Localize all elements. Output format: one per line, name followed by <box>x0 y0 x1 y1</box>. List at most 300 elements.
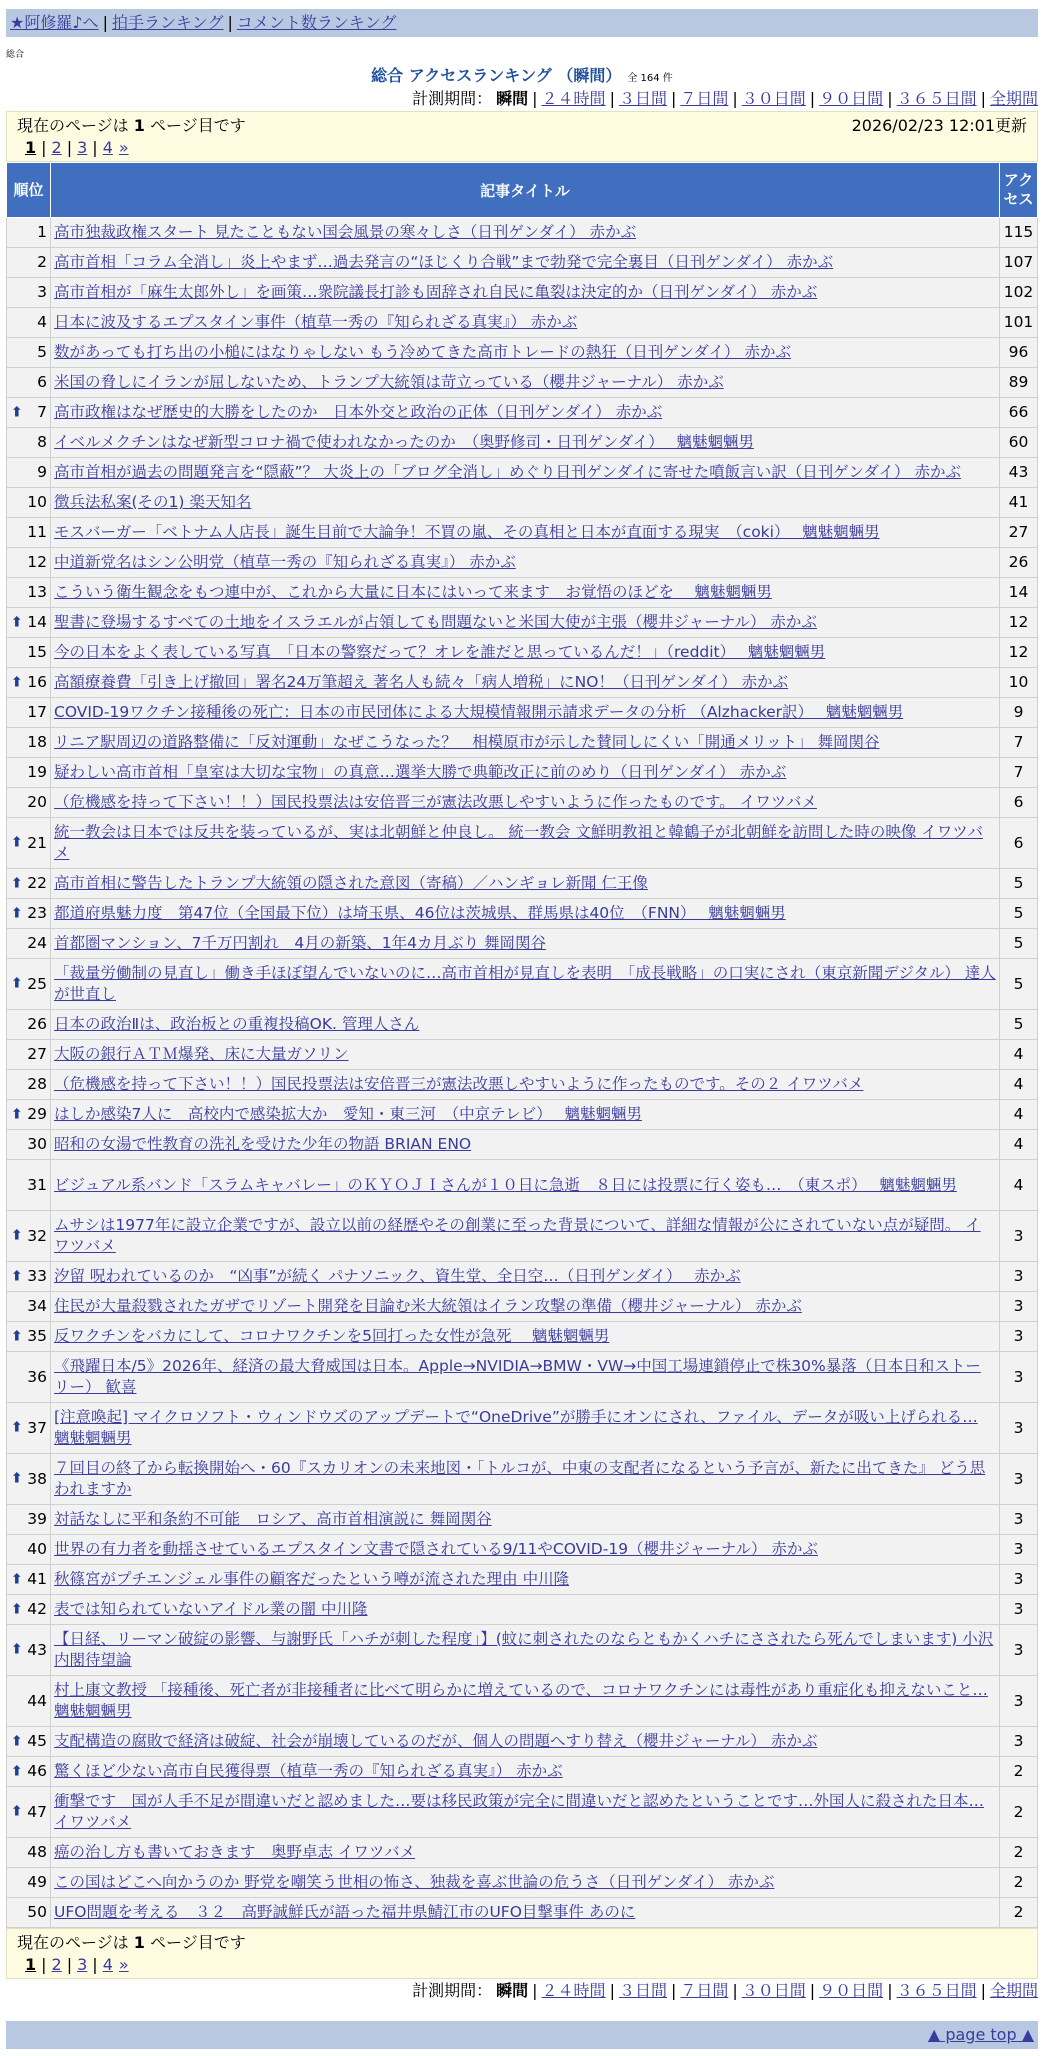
period-link[interactable]: ３日間 <box>618 1981 667 2000</box>
period-separator: | <box>809 89 816 108</box>
access-cell: 4 <box>1000 1130 1038 1160</box>
page-top-link[interactable]: ▲ page top ▲ <box>927 2025 1034 2044</box>
rank-number: 40 <box>27 1540 47 1558</box>
article-link[interactable]: 高市首相「コラム全消し」炎上やまず…過去発言の“ほじくり合戦”まで勃発で完全裏目（日刊ゲンダイ） 赤かぶ <box>54 253 834 271</box>
pager-next-link[interactable]: » <box>118 1955 129 1974</box>
title-cell <box>51 728 1000 758</box>
table-row <box>7 368 1038 398</box>
access-cell: 2 <box>1000 1838 1038 1868</box>
title-cell <box>51 1322 1000 1352</box>
article-link[interactable]: 「裁量労働制の見直し」働き手ほぼ望んでいないのに…高市首相が見直しを表明 「成長戦略」の口実にされ（東京新聞デジタル） 達人が世直し <box>54 964 996 1003</box>
pager-link[interactable]: 2 <box>51 138 62 157</box>
rank-number: 28 <box>27 1075 47 1093</box>
rank-up-arrow-icon: ⬆ <box>11 1328 23 1344</box>
access-cell: 3 <box>1000 1403 1038 1454</box>
article-link[interactable]: 住民が大量殺戮されたガザでリゾート開発を目論む米大統領はイラン攻撃の準備（櫻井ジャーナル） 赤かぶ <box>54 1297 802 1315</box>
article-link[interactable]: 高市政権はなぜ歴史的大勝をしたのか 日本外交と政治の正体（日刊ゲンダイ） 赤かぶ <box>54 403 663 421</box>
period-current: 瞬間 <box>496 1981 529 2000</box>
rank-cell <box>7 1322 51 1352</box>
access-cell: 27 <box>1000 518 1038 548</box>
table-row <box>7 638 1038 668</box>
rank-cell <box>7 1070 51 1100</box>
table-row <box>7 608 1038 638</box>
article-link[interactable]: 支配構造の腐敗で経済は破綻、社会が崩壊しているのだが、個人の問題へすり替え（櫻井ジャーナル） 赤かぶ <box>54 1732 818 1750</box>
pager-next-link[interactable]: » <box>118 138 129 157</box>
article-link[interactable]: [注意喚起] マイクロソフト・ウィンドウズのアップデートで“OneDrive”が勝手にオンにされ、ファイル、データが吸い上げられる… 魑魅魍魎男 <box>54 1408 978 1447</box>
rank-cell <box>7 458 51 488</box>
title-cell <box>51 578 1000 608</box>
article-link[interactable]: 疑わしい高市首相「皇室は大切な宝物」の真意…選挙大勝で典範改正に前のめり（日刊ゲンダイ） 赤かぶ <box>54 763 787 781</box>
title-cell <box>51 248 1000 278</box>
rank-number: 43 <box>27 1640 47 1659</box>
rank-cell <box>7 1838 51 1868</box>
access-cell: 3 <box>1000 1505 1038 1535</box>
access-cell: 3 <box>1000 1352 1038 1403</box>
rank-cell <box>7 1352 51 1403</box>
table-row <box>7 1454 1038 1505</box>
rank-cell <box>7 959 51 1010</box>
article-link[interactable]: 村上康文教授 「接種後、死亡者が非接種者に比べて明らかに増えているので、コロナワクチンには毒性があり重症化も抑えないこと… 魑魅魍魎男 <box>54 1681 988 1720</box>
title-cell <box>51 308 1000 338</box>
rank-number: 49 <box>27 1873 47 1891</box>
rank-up-arrow-icon: ⬆ <box>11 614 23 630</box>
table-row <box>7 1040 1038 1070</box>
ranking-table <box>6 162 1038 1928</box>
article-link[interactable]: ムサシは1977年に設立企業ですが、設立以前の経歴やその創業に至った背景について、詳細な情報が公にされていない点が疑問。 イワツバメ <box>54 1216 981 1255</box>
rank-cell <box>7 398 51 428</box>
article-link[interactable]: ７回目の終了から転換開始へ・60『スカリオンの未来地図・「トルコが、中東の支配者になるという予言が、新たに出てきた』 どう思われますか <box>54 1459 986 1498</box>
title-cell <box>51 548 1000 578</box>
rank-cell <box>7 1403 51 1454</box>
article-link[interactable]: 表では知られていないアイドル業の闇 中川隆 <box>54 1600 368 1618</box>
rank-number: 45 <box>27 1732 47 1750</box>
title-cell <box>51 1595 1000 1625</box>
access-cell: 26 <box>1000 548 1038 578</box>
table-row <box>7 1160 1038 1211</box>
table-row <box>7 668 1038 698</box>
table-row <box>7 959 1038 1010</box>
access-cell: 14 <box>1000 578 1038 608</box>
title-cell <box>51 1676 1000 1727</box>
rank-number: 39 <box>27 1510 47 1528</box>
access-cell: 3 <box>1000 1535 1038 1565</box>
title-cell <box>51 899 1000 929</box>
period-separator: | <box>609 89 615 108</box>
rank-number: 44 <box>27 1691 47 1710</box>
rank-number: 34 <box>27 1297 47 1315</box>
rank-cell <box>7 1262 51 1292</box>
rank-up-arrow-icon: ⬆ <box>11 834 23 851</box>
table-row <box>7 1010 1038 1040</box>
rank-cell <box>7 578 51 608</box>
table-row <box>7 818 1038 869</box>
title-cell <box>51 698 1000 728</box>
rank-number: 5 <box>37 343 47 361</box>
article-link[interactable]: 聖書に登場するすべての土地をイスラエルが占領しても問題ないと米国大使が主張（櫻井ジャーナル） 赤かぶ <box>54 613 817 631</box>
rank-number: 31 <box>27 1175 47 1194</box>
period-link[interactable]: ３６５日間 <box>896 89 977 108</box>
access-cell: 3 <box>1000 1595 1038 1625</box>
rank-number: 11 <box>27 523 47 541</box>
title-cell <box>51 1565 1000 1595</box>
table-row <box>7 788 1038 818</box>
rank-cell <box>7 818 51 869</box>
article-link[interactable]: 秋篠宮がプチエンジェル事件の顧客だったという噂が流された理由 中川隆 <box>54 1570 570 1588</box>
rank-number: 17 <box>27 703 47 721</box>
access-cell: 4 <box>1000 1040 1038 1070</box>
article-link[interactable]: はしか感染7人に 高校内で感染拡大か 愛知・東三河 （中京テレビ） 魑魅魍魎男 <box>54 1105 642 1123</box>
table-row <box>7 1403 1038 1454</box>
rank-cell <box>7 548 51 578</box>
article-link[interactable]: 大阪の銀行ＡＴＭ爆発、床に大量ガソリン <box>54 1045 349 1063</box>
rank-cell <box>7 1454 51 1505</box>
article-link[interactable]: 中道新党名はシン公明党（植草一秀の『知られざる真実』） 赤かぶ <box>54 553 516 571</box>
article-link[interactable]: 対話なしに平和条約不可能 ロシア、高市首相演説に 舞岡関谷 <box>54 1510 492 1528</box>
access-cell: 7 <box>1000 728 1038 758</box>
table-row <box>7 869 1038 899</box>
rank-cell <box>7 1292 51 1322</box>
rank-up-arrow-icon: ⬆ <box>11 404 23 420</box>
rank-cell <box>7 638 51 668</box>
rank-cell <box>7 1535 51 1565</box>
access-cell: 9 <box>1000 698 1038 728</box>
access-cell: 5 <box>1000 1010 1038 1040</box>
title-cell <box>51 458 1000 488</box>
comment-ranking-link[interactable]: コメント数ランキング <box>236 13 397 32</box>
pager-current: 1 <box>25 1955 37 1974</box>
table-row <box>7 758 1038 788</box>
rank-cell <box>7 608 51 638</box>
rank-cell <box>7 1040 51 1070</box>
table-row <box>7 1322 1038 1352</box>
title-cell <box>51 1625 1000 1676</box>
rank-number: 6 <box>37 373 47 391</box>
rank-number: 50 <box>27 1903 47 1921</box>
period-link[interactable]: ３０日間 <box>741 89 806 108</box>
rank-up-arrow-icon: ⬆ <box>11 1470 23 1487</box>
rank-cell <box>7 518 51 548</box>
access-cell: 3 <box>1000 1625 1038 1676</box>
current-page-text: 現在のページは 1 ページ目です <box>17 116 246 135</box>
table-row <box>7 428 1038 458</box>
article-link[interactable]: 今の日本をよく表している写真 「日本の警察だって？オレを誰だと思っているんだ！」（reddit） 魑魅魍魎男 <box>54 643 826 661</box>
period-link[interactable]: 全期間 <box>989 1981 1038 2000</box>
nav-separator: | <box>227 13 233 32</box>
table-row <box>7 338 1038 368</box>
access-cell: 115 <box>1000 218 1038 248</box>
pager-link[interactable]: 3 <box>77 1955 88 1974</box>
rank-number: 35 <box>27 1327 47 1345</box>
period-link[interactable]: ３０日間 <box>741 1981 806 2000</box>
table-row <box>7 1787 1038 1838</box>
table-row <box>7 698 1038 728</box>
table-row <box>7 1211 1038 1262</box>
rank-number: 41 <box>27 1570 47 1588</box>
pager-link[interactable]: 2 <box>51 1955 62 1974</box>
rank-up-arrow-icon: ⬆ <box>11 1641 23 1658</box>
table-row <box>7 1292 1038 1322</box>
pager-separator: | <box>92 138 98 157</box>
access-cell: 3 <box>1000 1454 1038 1505</box>
article-link[interactable]: モスバーガー「ベトナム人店長」誕生目前で大論争！不買の嵐、その真相と日本が直面する現実 （coki） 魑魅魍魎男 <box>54 523 880 541</box>
table-row <box>7 458 1038 488</box>
rank-up-arrow-icon: ⬆ <box>11 1803 23 1820</box>
title-cell <box>51 1454 1000 1505</box>
period-link[interactable]: ３日間 <box>618 89 667 108</box>
rank-number: 1 <box>37 223 47 241</box>
access-cell: 5 <box>1000 959 1038 1010</box>
access-cell: 107 <box>1000 248 1038 278</box>
home-link[interactable]: ★阿修羅♪へ <box>10 13 99 32</box>
period-separator: | <box>670 89 677 108</box>
title-cell <box>51 518 1000 548</box>
table-row <box>7 1262 1038 1292</box>
period-label: 計測期間： <box>412 89 493 108</box>
rank-number: 29 <box>27 1105 47 1123</box>
article-link[interactable]: 高市首相に警告したトランプ大統領の隠された意図（寄稿）／ハンギョレ新聞 仁王像 <box>54 874 648 892</box>
access-cell: 12 <box>1000 608 1038 638</box>
rank-number: 38 <box>27 1469 47 1488</box>
rank-number: 33 <box>27 1267 47 1285</box>
period-link[interactable]: 全期間 <box>989 89 1038 108</box>
rank-cell <box>7 1595 51 1625</box>
article-link[interactable]: （危機感を持って下さい！！）国民投票法は安倍晋三が憲法改悪しやすいように作ったものです。その２ イワツバメ <box>54 1075 864 1093</box>
article-link[interactable]: （危機感を持って下さい！！）国民投票法は安倍晋三が憲法改悪しやすいように作ったものです。 イワツバメ <box>54 793 817 811</box>
access-cell: 4 <box>1000 1100 1038 1130</box>
article-link[interactable]: この国はどこへ向かうのか 野党を嘲笑う世相の怖さ、独裁を喜ぶ世論の危うさ（日刊ゲンダイ） 赤かぶ <box>54 1873 775 1891</box>
rank-cell <box>7 758 51 788</box>
article-link[interactable]: 数があっても打ち出の小槌にはなりゃしない もう冷めてきた高市トレードの熱狂（日刊ゲンダイ） 赤かぶ <box>54 343 791 361</box>
top-nav-bar <box>6 9 1038 37</box>
article-link[interactable]: 米国の脅しにイランが屈しないため、トランプ大統領は苛立っている（櫻井ジャーナル） 赤かぶ <box>54 373 724 391</box>
access-cell: 2 <box>1000 1757 1038 1787</box>
table-row <box>7 899 1038 929</box>
article-link[interactable]: COVID-19ワクチン接種後の死亡：日本の市民団体による大規模情報開示請求データの分析 （Alzhacker訳） 魑魅魍魎男 <box>54 703 904 721</box>
article-link[interactable]: 日本に波及するエプスタイン事件（植草一秀の『知られざる真実』） 赤かぶ <box>54 313 578 331</box>
nav-separator: | <box>102 13 108 32</box>
rank-up-arrow-icon: ⬆ <box>11 674 23 690</box>
category-label: 総合 <box>6 50 25 60</box>
rank-cell <box>7 1787 51 1838</box>
pager-link[interactable]: 4 <box>102 138 113 157</box>
title-cell <box>51 428 1000 458</box>
table-row <box>7 218 1038 248</box>
updated-time: 2026/02/23 12:01更新 <box>851 116 1027 135</box>
rank-cell <box>7 1757 51 1787</box>
pager-link[interactable]: 4 <box>102 1955 113 1974</box>
title-cell <box>51 638 1000 668</box>
pager-bottom <box>25 1954 1027 1976</box>
title-cell <box>51 1403 1000 1454</box>
current-page-text: 現在のページは 1 ページ目です <box>17 1933 246 1952</box>
rank-cell <box>7 1676 51 1727</box>
table-row <box>7 398 1038 428</box>
title-row <box>6 65 1038 87</box>
rank-up-arrow-icon: ⬆ <box>11 1106 23 1122</box>
table-row <box>7 1070 1038 1100</box>
table-row <box>7 518 1038 548</box>
rank-number: 10 <box>27 493 47 511</box>
table-row <box>7 578 1038 608</box>
period-link[interactable]: ２４時間 <box>541 1981 606 2000</box>
rank-cell <box>7 1898 51 1928</box>
rank-number: 14 <box>27 613 47 631</box>
title-cell <box>51 278 1000 308</box>
rank-number: 27 <box>27 1045 47 1063</box>
title-cell <box>51 758 1000 788</box>
rank-up-arrow-icon: ⬆ <box>11 1733 23 1749</box>
title-cell <box>51 608 1000 638</box>
rank-cell <box>7 1211 51 1262</box>
rank-up-arrow-icon: ⬆ <box>11 1601 23 1617</box>
title-cell <box>51 1838 1000 1868</box>
total-count: 全 164 件 <box>627 73 673 84</box>
rank-cell <box>7 248 51 278</box>
rank-up-arrow-icon: ⬆ <box>11 1763 23 1779</box>
rank-cell <box>7 1727 51 1757</box>
article-link[interactable]: 世界の有力者を動揺させているエプスタイン文書で隠されている9/11やCOVID-19（櫻井ジャーナル） 赤かぶ <box>54 1540 818 1558</box>
rank-number: 46 <box>27 1762 47 1780</box>
pager-link[interactable]: 3 <box>77 138 88 157</box>
access-cell: 102 <box>1000 278 1038 308</box>
title-cell <box>51 1070 1000 1100</box>
table-row <box>7 1535 1038 1565</box>
rank-cell <box>7 428 51 458</box>
page-info-box-top <box>6 111 1038 162</box>
rank-number: 21 <box>27 833 47 852</box>
access-cell: 4 <box>1000 1160 1038 1211</box>
table-row <box>7 278 1038 308</box>
pager-top <box>25 137 1027 159</box>
article-link[interactable]: 高市首相が過去の問題発言を“隠蔽”？ 大炎上の「ブログ全消し」めぐり日刊ゲンダイに寄せた噴飯言い訳（日刊ゲンダイ） 赤かぶ <box>54 463 961 481</box>
period-link[interactable]: ９０日間 <box>819 1981 884 2000</box>
pager-separator: | <box>92 1955 98 1974</box>
rank-cell <box>7 869 51 899</box>
table-row <box>7 1595 1038 1625</box>
table-row <box>7 1352 1038 1403</box>
title-cell <box>51 959 1000 1010</box>
article-link[interactable]: 昭和の女湯で性教育の洗礼を受けた少年の物語 BRIAN ENO <box>54 1135 472 1153</box>
rank-cell <box>7 1505 51 1535</box>
rank-number: 47 <box>27 1802 47 1821</box>
table-row <box>7 1505 1038 1535</box>
title-cell <box>51 398 1000 428</box>
rank-cell <box>7 788 51 818</box>
article-link[interactable]: 驚くほど少ない高市自民獲得票（植草一秀の『知られざる真実』） 赤かぶ <box>54 1762 563 1780</box>
title-cell <box>51 338 1000 368</box>
access-cell: 6 <box>1000 788 1038 818</box>
rank-number: 24 <box>27 934 47 952</box>
rank-up-arrow-icon: ⬆ <box>11 1571 23 1587</box>
rank-up-arrow-icon: ⬆ <box>11 975 23 992</box>
rank-cell <box>7 698 51 728</box>
access-cell: 3 <box>1000 1262 1038 1292</box>
rank-number: 2 <box>37 253 47 271</box>
rank-number: 19 <box>27 763 47 781</box>
rank-number: 42 <box>27 1600 47 1618</box>
article-link[interactable]: 都道府県魅力度 第47位（全国最下位）は埼玉県、46位は茨城県、群馬県は40位 （FNN） 魑魅魍魎男 <box>54 904 786 922</box>
pager-separator: | <box>66 138 73 157</box>
access-cell: 7 <box>1000 758 1038 788</box>
title-cell <box>51 1292 1000 1322</box>
rank-cell <box>7 1625 51 1676</box>
rank-number: 8 <box>37 433 47 451</box>
title-cell <box>51 1505 1000 1535</box>
access-cell: 60 <box>1000 428 1038 458</box>
rank-number: 12 <box>27 553 47 571</box>
rank-number: 37 <box>27 1418 47 1437</box>
title-cell <box>51 1160 1000 1211</box>
title-cell <box>51 1262 1000 1292</box>
article-link[interactable]: 癌の治し方も書いておきます 奥野卓志 イワツバメ <box>54 1843 416 1861</box>
table-row <box>7 1868 1038 1898</box>
rank-cell <box>7 338 51 368</box>
table-row <box>7 1130 1038 1160</box>
article-link[interactable]: 高市首相が「麻生太郎外し」を画策…衆院議長打診も固辞され自民に亀裂は決定的か（日刊ゲンダイ） 赤かぶ <box>54 283 818 301</box>
rank-up-arrow-icon: ⬆ <box>11 875 23 891</box>
title-cell <box>51 1040 1000 1070</box>
period-separator: | <box>980 89 986 108</box>
article-link[interactable]: 高額療養費「引き上げ撤回」署名24万筆超え 著名人も続々「病人増税」にNO！（日刊ゲンダイ） 赤かぶ <box>54 673 789 691</box>
article-link[interactable]: UFO問題を考える ３２ 高野誠鮮氏が語った福井県鯖江市のUFO目撃事件 あのに <box>54 1903 636 1921</box>
article-link[interactable]: イベルメクチンはなぜ新型コロナ禍で使われなかったのか （奥野修司・日刊ゲンダイ） 魑魅魍魎男 <box>54 433 754 451</box>
title-cell <box>51 1535 1000 1565</box>
article-link[interactable]: 衝撃です 国が人手不足が間違いだと認めました…要は移民政策が完全に間違いだと認めたということです…外国人に殺された日本… イワツバメ <box>54 1792 985 1831</box>
table-row <box>7 728 1038 758</box>
rank-up-arrow-icon: ⬆ <box>11 1419 23 1436</box>
title-cell <box>51 1727 1000 1757</box>
rank-number: 25 <box>27 974 47 993</box>
access-cell: 43 <box>1000 458 1038 488</box>
table-row <box>7 1100 1038 1130</box>
title-cell <box>51 1130 1000 1160</box>
article-link[interactable]: 汐留 呪われているのか “凶事”が続く パナソニック、資生堂、全日空…（日刊ゲンダイ） 赤かぶ <box>54 1267 741 1285</box>
article-link[interactable]: 《飛躍日本/5》2026年、経済の最大脅威国は日本。Apple→NVIDIA→BMW・VW→中国工場連鎖停止で株30%暴落（日本日和ストーリー） 歓喜 <box>54 1357 981 1396</box>
period-separator: | <box>532 89 538 108</box>
article-link[interactable]: 【日経、リーマン破綻の影響、与謝野氏「ハチが刺した程度」】(蚊に刺されたのならともかくハチにさされたら死んでしまいます) 小沢内閣待望論 <box>54 1630 994 1669</box>
article-link[interactable]: 高市独裁政権スタート 見たこともない国会風景の寒々しさ（日刊ゲンダイ） 赤かぶ <box>54 223 637 241</box>
rank-cell <box>7 1100 51 1130</box>
rank-number: 30 <box>27 1135 47 1153</box>
rank-number: 13 <box>27 583 47 601</box>
article-link[interactable]: 統一教会は日本では反共を装っているが、実は北朝鮮と仲良し。 統一教会 文鮮明教祖と韓鶴子が北朝鮮を訪問した時の映像 イワツバメ <box>54 823 983 862</box>
article-link[interactable]: ビジュアル系バンド「スラムキャバレー」のＫＹＯＪＩさんが１０日に急逝 ８日には投票に行く姿も… （東スポ） 魑魅魍魎男 <box>54 1175 957 1194</box>
article-link[interactable]: リニア駅周辺の道路整備に「反対運動」なぜこうなった？ 相模原市が示した賛同しにくい「開通メリット」 舞岡関谷 <box>54 733 880 751</box>
article-link[interactable]: 日本の政治Ⅱは、政治板との重複投稿OK. 管理人さん <box>54 1015 420 1033</box>
table-row <box>7 1625 1038 1676</box>
period-link[interactable]: ２４時間 <box>541 89 606 108</box>
article-link[interactable]: 首都圏マンション、7千万円割れ 4月の新築、1年4カ月ぶり 舞岡関谷 <box>54 934 546 952</box>
access-cell: 3 <box>1000 1292 1038 1322</box>
rank-up-arrow-icon: ⬆ <box>11 905 23 921</box>
article-link[interactable]: 反ワクチンをバカにして、コロナワクチンを5回打った女性が急死 魑魅魍魎男 <box>54 1327 610 1345</box>
period-link[interactable]: ７日間 <box>680 1981 729 2000</box>
rank-cell <box>7 1565 51 1595</box>
rank-cell <box>7 218 51 248</box>
table-row <box>7 1727 1038 1757</box>
period-link[interactable]: ７日間 <box>680 89 729 108</box>
period-link[interactable]: ３６５日間 <box>896 1981 977 2000</box>
access-cell: 10 <box>1000 668 1038 698</box>
table-row <box>7 488 1038 518</box>
title-cell <box>51 218 1000 248</box>
access-cell: 5 <box>1000 899 1038 929</box>
article-link[interactable]: こういう衛生観念をもつ連中が、これから大量に日本にはいって来ます お覚悟のほどを 魑魅魍魎男 <box>54 583 772 601</box>
rank-number: 7 <box>37 403 47 421</box>
clap-ranking-link[interactable]: 拍手ランキング <box>111 13 224 32</box>
article-link[interactable]: 徴兵法私案(その1) 楽天知名 <box>54 493 252 511</box>
period-link[interactable]: ９０日間 <box>819 89 884 108</box>
